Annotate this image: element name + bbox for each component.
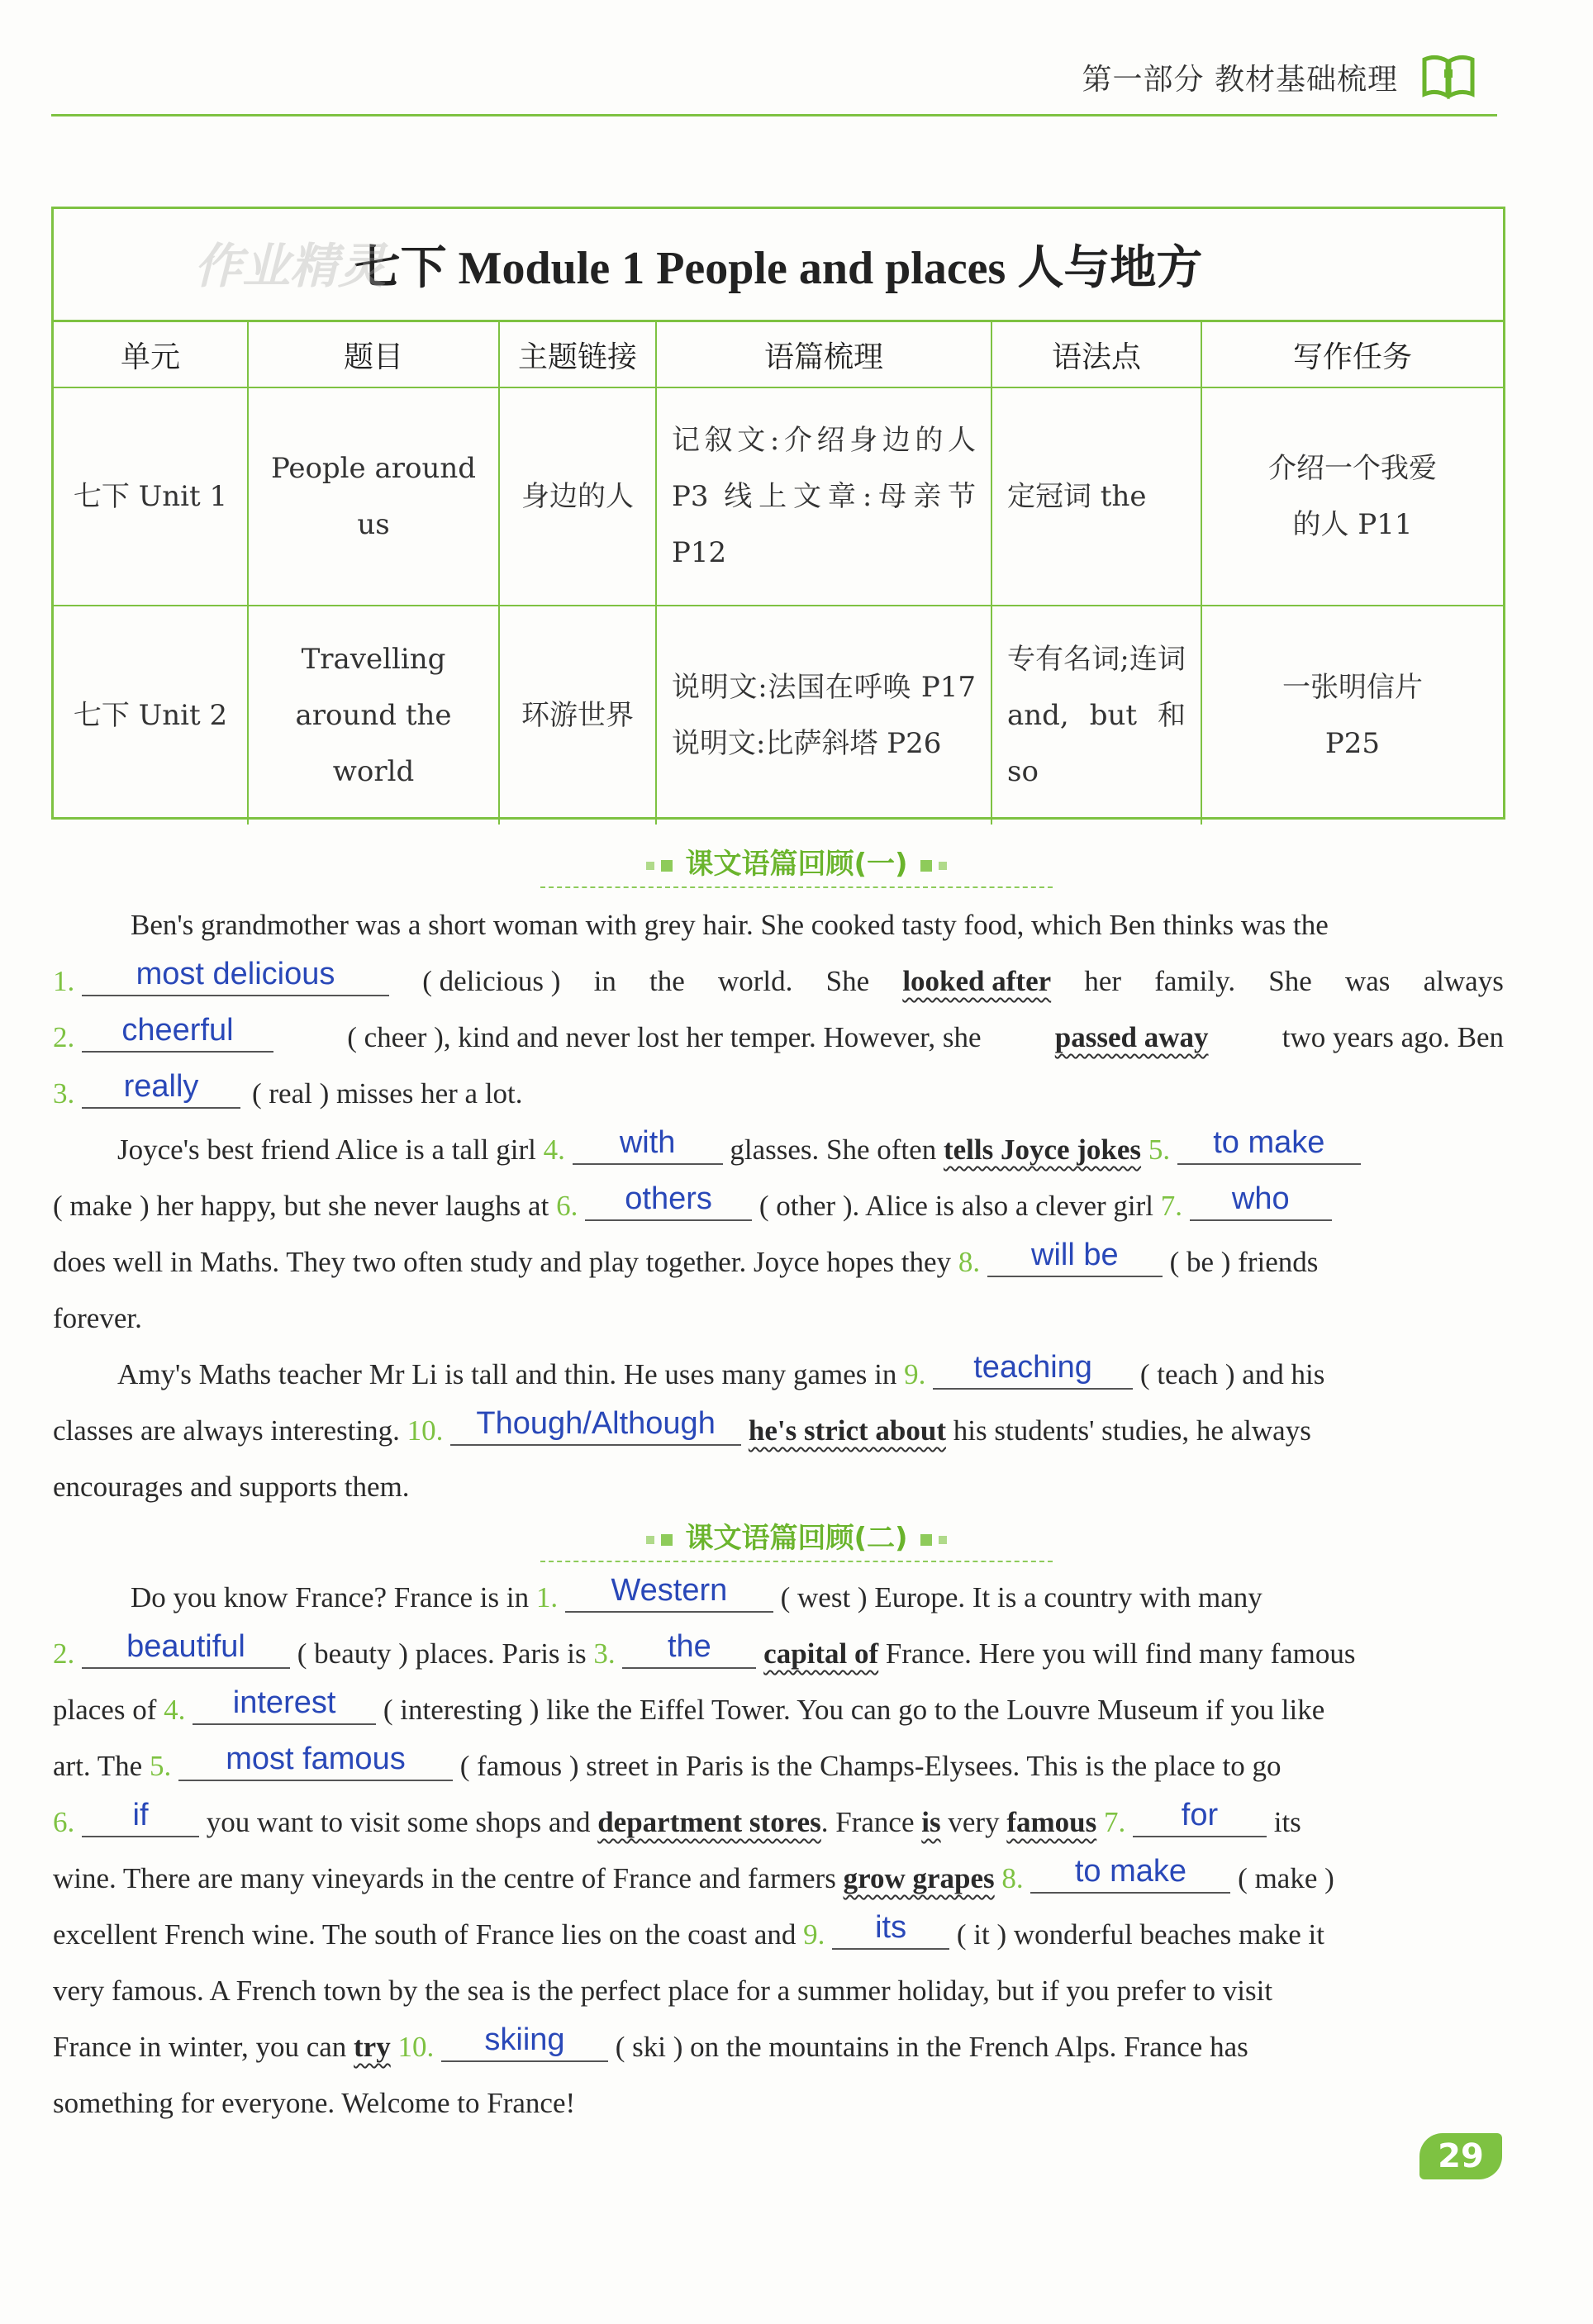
answer-blank[interactable]: Western [565, 1570, 773, 1613]
passage-line: excellent French wine. The south of France lies on the coast and 9. its ( it ) wonderful beaches make it [53, 1907, 1504, 1963]
answer-blank[interactable]: beautiful [82, 1626, 290, 1669]
page-number: 29 [1419, 2133, 1502, 2179]
passage-line: Joyce's best friend Alice is a tall girl 4. with glasses. She often tells Joyce jokes 5. to make [53, 1122, 1504, 1178]
header-title: 第一部分 教材基础梳理 [1082, 63, 1398, 97]
row2-unit: 七下 Unit 2 [54, 606, 249, 825]
book-icon [1419, 51, 1477, 101]
col-header-unit: 单元 [54, 322, 249, 388]
col-header-texts: 语篇梳理 [657, 322, 992, 388]
passage-line: very famous. A French town by the sea is the perfect place for a summer holiday, but if you prefer to visit [53, 1975, 1273, 2007]
row2-texts: 说明文:法国在呼唤 P17 说明文:比萨斜塔 P26 [657, 606, 992, 825]
passage-2 [53, 1570, 1504, 2132]
row1-unit: 七下 Unit 1 [54, 388, 249, 606]
row1-texts: 记叙文:介绍身边的人 P3 线上文章:母亲节 P12 [657, 388, 992, 606]
answer-blank[interactable]: Though/Although [450, 1403, 741, 1446]
answer-blank[interactable]: interest [193, 1682, 376, 1725]
row1-grammar: 定冠词 the [992, 388, 1202, 606]
passage-line: does well in Maths. They two often study and play together. Joyce hopes they 8. will be ( be ) friends [53, 1234, 1504, 1290]
answer-blank[interactable]: really [82, 1066, 240, 1109]
module-grid [54, 322, 1503, 825]
row1-topic: People around us [249, 388, 500, 606]
section1-heading [0, 841, 1593, 888]
passage-1 [53, 897, 1504, 1515]
answer-blank[interactable]: its [832, 1907, 949, 1950]
row1-writing: 介绍一个我爱的人 P11 [1202, 388, 1503, 606]
answer-blank[interactable]: to make [1177, 1122, 1361, 1165]
answer-blank[interactable]: for [1133, 1794, 1267, 1837]
answer-blank[interactable]: who [1190, 1178, 1332, 1221]
passage-line: Amy's Maths teacher Mr Li is tall and thin. He uses many games in 9. teaching ( teach ) and his [53, 1347, 1504, 1403]
section1-heading-text: 课文语篇回顾(一) [685, 848, 908, 881]
answer-blank[interactable]: most famous [178, 1738, 453, 1781]
module-title [54, 209, 1503, 322]
section2-heading-text: 课文语篇回顾(二) [685, 1522, 908, 1555]
passage-line: classes are always interesting. 10. Though/Although he's strict about his students' studies, he always [53, 1403, 1504, 1459]
row2-topic: Travelling around the world [249, 606, 500, 825]
answer-blank[interactable]: will be [987, 1234, 1163, 1277]
passage-line: wine. There are many vineyards in the centre of France and farmers grow grapes 8. to make ( make ) [53, 1851, 1504, 1907]
answer-blank[interactable]: skiing [441, 2019, 608, 2062]
section2-heading [0, 1515, 1593, 1562]
passage-line: France in winter, you can try 10. skiing ( ski ) on the mountains in the French Alps. France has [53, 2019, 1504, 2075]
col-header-writing: 写作任务 [1202, 322, 1503, 388]
passage-line: forever. [53, 1302, 142, 1334]
answer-blank[interactable]: the [622, 1626, 756, 1669]
passage-line: encourages and supports them. [53, 1471, 410, 1503]
answer-blank[interactable]: if [82, 1794, 199, 1837]
answer-blank[interactable]: to make [1030, 1851, 1230, 1894]
row2-theme: 环游世界 [500, 606, 657, 825]
answer-blank[interactable]: cheerful [82, 1010, 273, 1053]
col-header-topic: 题目 [249, 322, 500, 388]
row1-theme: 身边的人 [500, 388, 657, 606]
passage-line: Do you know France? France is in 1. Western ( west ) Europe. It is a country with many [53, 1570, 1504, 1626]
col-header-grammar: 语法点 [992, 322, 1202, 388]
answer-blank[interactable]: others [585, 1178, 752, 1221]
module-table [51, 207, 1505, 820]
module-title-text: 七下 Module 1 People and places 人与地方 [354, 243, 1203, 294]
answer-blank[interactable]: with [573, 1122, 723, 1165]
passage-line: Ben's grandmother was a short woman with grey hair. She cooked tasty food, which Ben thinks was the [131, 909, 1329, 941]
watermark: 作业精灵 [194, 238, 387, 294]
passage-line: 2. cheerful ( cheer ), kind and never lost her temper. However, she passed away two years ago. Ben [53, 1010, 1504, 1066]
passage-line: something for everyone. Welcome to France! [53, 2087, 576, 2119]
passage-line: art. The 5. most famous ( famous ) street in Paris is the Champs-Elysees. This is the place to go [53, 1738, 1504, 1794]
passage-line: 2. beautiful ( beauty ) places. Paris is 3. the capital of France. Here you will find many famous [53, 1626, 1504, 1682]
passage-line: 6. if you want to visit some shops and department stores. France is very famous 7. for its [53, 1794, 1504, 1851]
answer-blank[interactable]: most delicious [82, 953, 389, 996]
col-header-theme: 主题链接 [500, 322, 657, 388]
row2-grammar: 专有名词;连词 and, but 和 so [992, 606, 1202, 825]
answer-blank[interactable]: teaching [933, 1347, 1133, 1390]
passage-line: places of 4. interest ( interesting ) like the Eiffel Tower. You can go to the Louvre Museum if you like [53, 1682, 1504, 1738]
row2-writing: 一张明信片 P25 [1282, 671, 1423, 760]
page-header [51, 50, 1497, 116]
passage-line: 1. most delicious ( delicious ) in the world. She looked after her family. She was always [53, 953, 1504, 1010]
passage-line: 3. really ( real ) misses her a lot. [53, 1066, 1504, 1122]
passage-line: ( make ) her happy, but she never laughs at 6. others ( other ). Alice is also a clever girl 7. who [53, 1178, 1504, 1234]
